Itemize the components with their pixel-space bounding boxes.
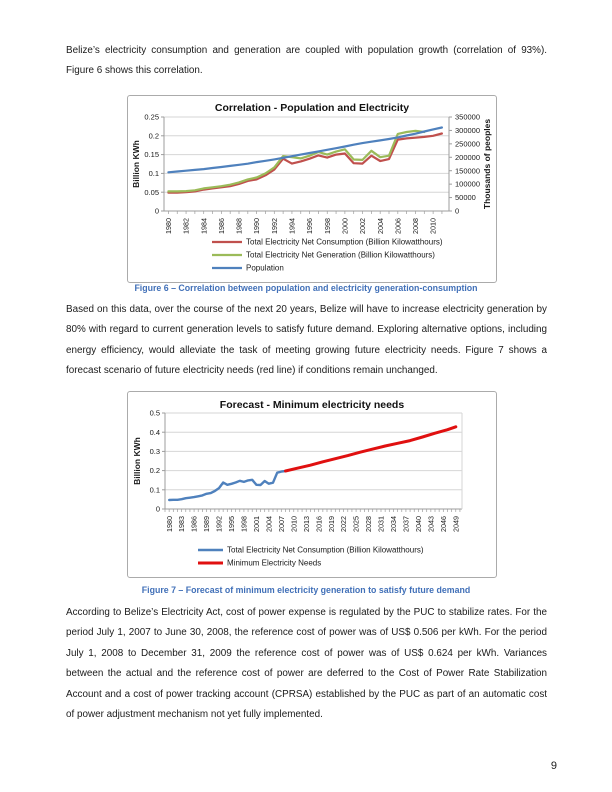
figure-7-forecast-chart <box>127 391 497 578</box>
svg-text:Billion KWh: Billion KWh <box>131 140 141 188</box>
svg-text:2007: 2007 <box>276 516 286 532</box>
svg-text:1980: 1980 <box>164 516 174 532</box>
svg-text:2013: 2013 <box>301 516 311 532</box>
svg-text:Total Electricity Net Generati: Total Electricity Net Generation (Billion Kilowatthours) <box>246 250 435 260</box>
svg-text:0.3: 0.3 <box>149 447 160 456</box>
svg-text:2028: 2028 <box>364 516 374 532</box>
svg-text:0: 0 <box>154 206 159 216</box>
svg-text:2046: 2046 <box>438 516 448 532</box>
svg-text:1996: 1996 <box>305 218 315 234</box>
page-number: 9 <box>550 760 557 772</box>
svg-text:1990: 1990 <box>252 218 262 234</box>
svg-text:2031: 2031 <box>376 516 386 532</box>
svg-text:2001: 2001 <box>251 516 261 532</box>
svg-text:1998: 1998 <box>239 516 249 532</box>
svg-text:2010: 2010 <box>289 516 299 532</box>
svg-text:1988: 1988 <box>234 218 244 234</box>
svg-text:2004: 2004 <box>264 516 274 532</box>
svg-text:0.2: 0.2 <box>149 466 160 476</box>
figure-6-correlation-chart <box>127 95 497 283</box>
svg-text:1982: 1982 <box>181 218 191 234</box>
svg-text:1994: 1994 <box>287 218 297 234</box>
svg-text:1992: 1992 <box>214 516 224 532</box>
svg-text:1986: 1986 <box>216 218 226 234</box>
svg-text:250000: 250000 <box>455 139 481 149</box>
figure-7-caption: Figure 7 – Forecast of minimum electricity generation to satisfy future demand <box>141 585 471 595</box>
svg-text:Total Electricity Net Consumpt: Total Electricity Net Consumption (Billion Kilowatthours) <box>246 237 443 247</box>
svg-text:Correlation - Population and E: Correlation - Population and Electricity <box>214 102 410 114</box>
svg-text:2010: 2010 <box>428 218 438 234</box>
svg-text:1992: 1992 <box>269 218 279 234</box>
svg-text:2022: 2022 <box>339 516 349 532</box>
svg-text:0: 0 <box>155 504 160 514</box>
svg-text:100000: 100000 <box>455 179 481 189</box>
svg-text:Total Electricity Net Consumpt: Total Electricity Net Consumption (Billion Kilowatthours) <box>227 545 424 555</box>
svg-text:1998: 1998 <box>322 218 332 234</box>
svg-text:0.2: 0.2 <box>148 131 159 141</box>
svg-text:2008: 2008 <box>411 218 421 234</box>
paragraph-cost-of-power: According to Belize’s Electricity Act, cost of power expense is regulated by the PUC to stabilize rates. For the period July 1, 2007 to June 30, 2008, the reference cost of power was of US$ 0.506 per kWh. For the period July 1, 2008 to December 31, 2009 the reference cost of power was of US$ 0.624 per kWh. Variances between the actual and the reference cost of power are deferred to the Cost of Power Rate Stabilization Account and a cost of power tracking account (CPRSA) established by the PUC as part of an automatic cost of power adjustment mechanism not yet fully implemented. <box>66 607 547 721</box>
svg-text:1980: 1980 <box>164 218 174 234</box>
figure-6-caption: Figure 6 – Correlation between population and electricity generation-consumption <box>134 283 478 293</box>
svg-text:0.25: 0.25 <box>144 112 159 122</box>
svg-text:Thousands of peoples: Thousands of peoples <box>482 118 492 210</box>
svg-text:1986: 1986 <box>189 516 199 532</box>
svg-text:300000: 300000 <box>455 126 481 136</box>
svg-text:2043: 2043 <box>426 516 436 532</box>
svg-text:50000: 50000 <box>455 193 476 203</box>
svg-text:0.15: 0.15 <box>144 150 159 160</box>
svg-text:2040: 2040 <box>413 516 423 532</box>
svg-text:150000: 150000 <box>455 166 481 176</box>
svg-text:Minimum Electricity Needs: Minimum Electricity Needs <box>227 558 322 568</box>
svg-text:0: 0 <box>455 206 460 216</box>
svg-text:2000: 2000 <box>340 218 350 234</box>
svg-text:0.4: 0.4 <box>149 427 160 437</box>
chart-canvas <box>128 96 496 282</box>
svg-text:1995: 1995 <box>227 516 237 532</box>
svg-text:2037: 2037 <box>401 516 411 532</box>
svg-text:0.1: 0.1 <box>148 169 159 178</box>
svg-text:1989: 1989 <box>202 516 212 532</box>
svg-text:1984: 1984 <box>199 218 209 234</box>
svg-text:2034: 2034 <box>389 516 399 532</box>
svg-text:2049: 2049 <box>451 516 461 532</box>
svg-text:Billion KWh: Billion KWh <box>132 437 142 485</box>
svg-text:0.1: 0.1 <box>149 485 160 495</box>
svg-text:2019: 2019 <box>326 516 336 532</box>
svg-text:200000: 200000 <box>455 152 481 162</box>
svg-text:2006: 2006 <box>393 218 403 234</box>
chart-canvas <box>128 392 496 577</box>
paragraph-forecast-analysis: Based on this data, over the course of the next 20 years, Belize will have to increase electricity generation by 80% with regard to current generation levels to satisfy future demand. Exploring alternative options, including energy efficiency, would alleviate the task of meeting growing future electricity needs. Figure 7 shows a forecast scenario of future electricity needs (red line) if conditions remain unchanged. <box>66 304 547 377</box>
svg-text:2004: 2004 <box>375 218 385 235</box>
svg-text:Forecast - Minimum electricity: Forecast - Minimum electricity needs <box>219 399 405 411</box>
svg-text:2025: 2025 <box>351 516 361 532</box>
svg-text:1983: 1983 <box>177 516 187 532</box>
svg-text:Population: Population <box>246 263 284 273</box>
paragraph-intro: Belize’s electricity consumption and generation are coupled with population growth (correlation of 93%). Figure 6 shows this correlation. <box>66 45 547 77</box>
svg-text:0.5: 0.5 <box>149 408 160 418</box>
svg-text:350000: 350000 <box>455 112 481 122</box>
svg-text:2002: 2002 <box>358 218 368 234</box>
svg-text:2016: 2016 <box>314 516 324 532</box>
svg-text:0.05: 0.05 <box>144 187 159 197</box>
